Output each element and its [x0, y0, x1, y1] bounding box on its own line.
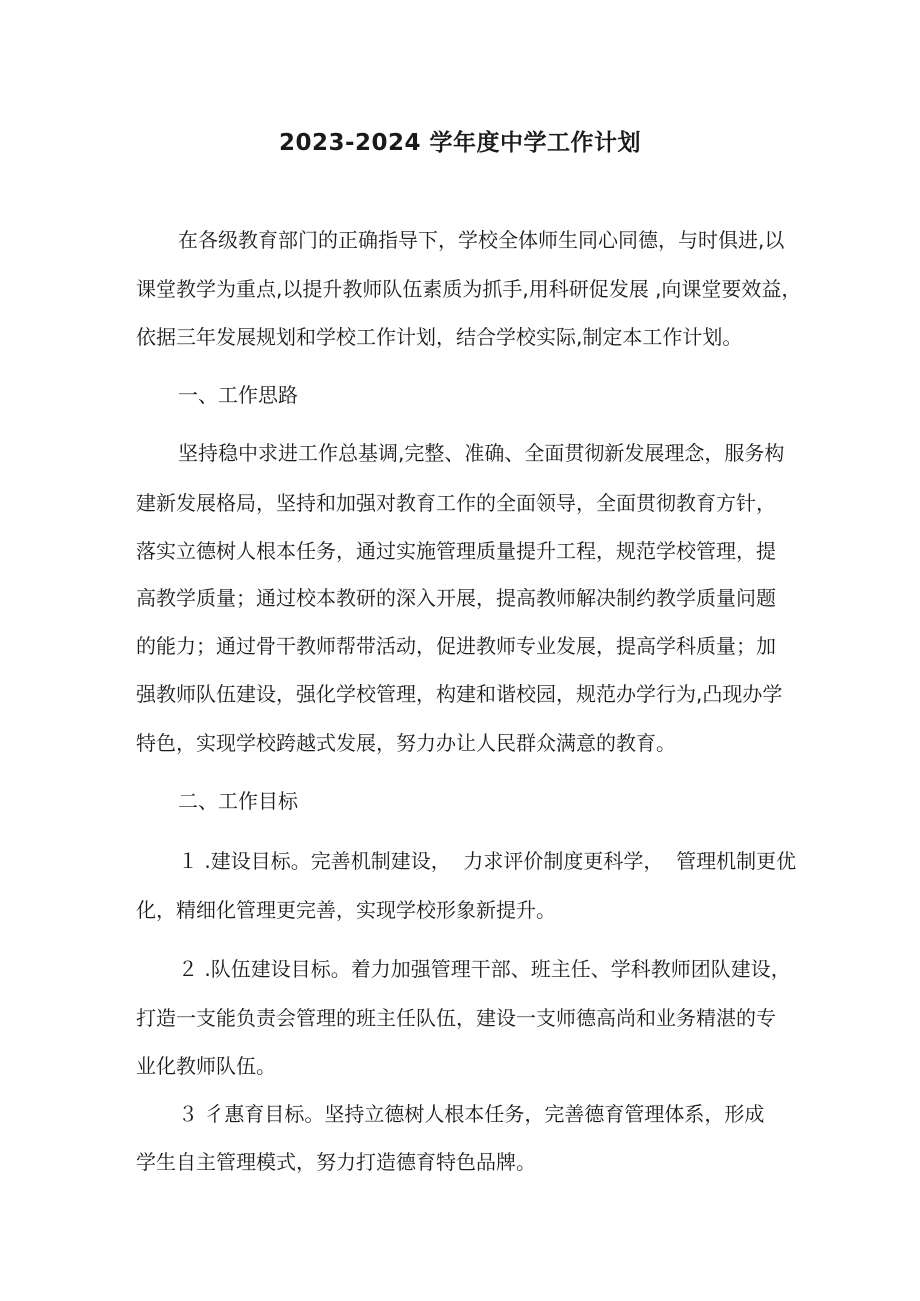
intro-line-3: 依据三年发展规划和学校工作计划，结合学校实际,制定本工作计划。	[136, 325, 743, 349]
intro-line-1: 在各级教育部门的正确指导下，学校全体师生同心同德，与时俱进,以	[178, 228, 785, 252]
intro-line-2: 课堂教学为重点,以提升教师队伍素质为抓手,用科研促发展 ,向课堂要效益，	[136, 277, 802, 301]
section2-heading: 二、工作目标	[178, 789, 298, 813]
section1-line-4: 高教学质量；通过校本教研的深入开展，提高教师解决制约教学质量问题	[136, 586, 776, 610]
item1-line-1: １ .建设目标。完善机制建设， 力求评价制度更科学， 管理机制更优	[178, 849, 797, 873]
section1-line-7: 特色，实现学校跨越式发展，努力办让人民群众满意的教育。	[136, 731, 676, 755]
section1-line-2: 建新发展格局，坚持和加强对教育工作的全面领导，全面贯彻教育方针，	[136, 491, 776, 515]
item1-line-2: 化，精细化管理更完善，实现学校形象新提升。	[136, 898, 556, 922]
section1-line-6: 强教师队伍建设，强化学校管理，构建和谐校园，规范办学行为,凸现办学	[136, 682, 783, 706]
section1-line-3: 落实立德树人根本任务，通过实施管理质量提升工程，规范学校管理，提	[136, 539, 776, 563]
section1-line-5: 的能力；通过骨干教师帮带活动，促进教师专业发展，提高学科质量；加	[136, 634, 776, 658]
item2-line-3: 业化教师队伍。	[136, 1054, 276, 1078]
section1-heading: 一、工作思路	[178, 383, 298, 407]
item2-line-2: 打造一支能负责会管理的班主任队伍，建设一支师德高尚和业务精湛的专	[136, 1006, 776, 1030]
item2-line-1: ２ .队伍建设目标。着力加强管理干部、班主任、学科教师团队建设，	[178, 957, 791, 981]
section1-line-1: 坚持稳中求进工作总基调,完整、准确、全面贯彻新发展理念，服务构	[178, 441, 785, 465]
item3-line-2: 学生自主管理模式，努力打造德育特色品牌。	[136, 1150, 536, 1174]
item3-line-1: ３ 彳惠育目标。坚持立德树人根本任务，完善德育管理体系，形成	[178, 1102, 765, 1126]
document-title: 2023-2024 学年度中学工作计划	[278, 130, 642, 156]
